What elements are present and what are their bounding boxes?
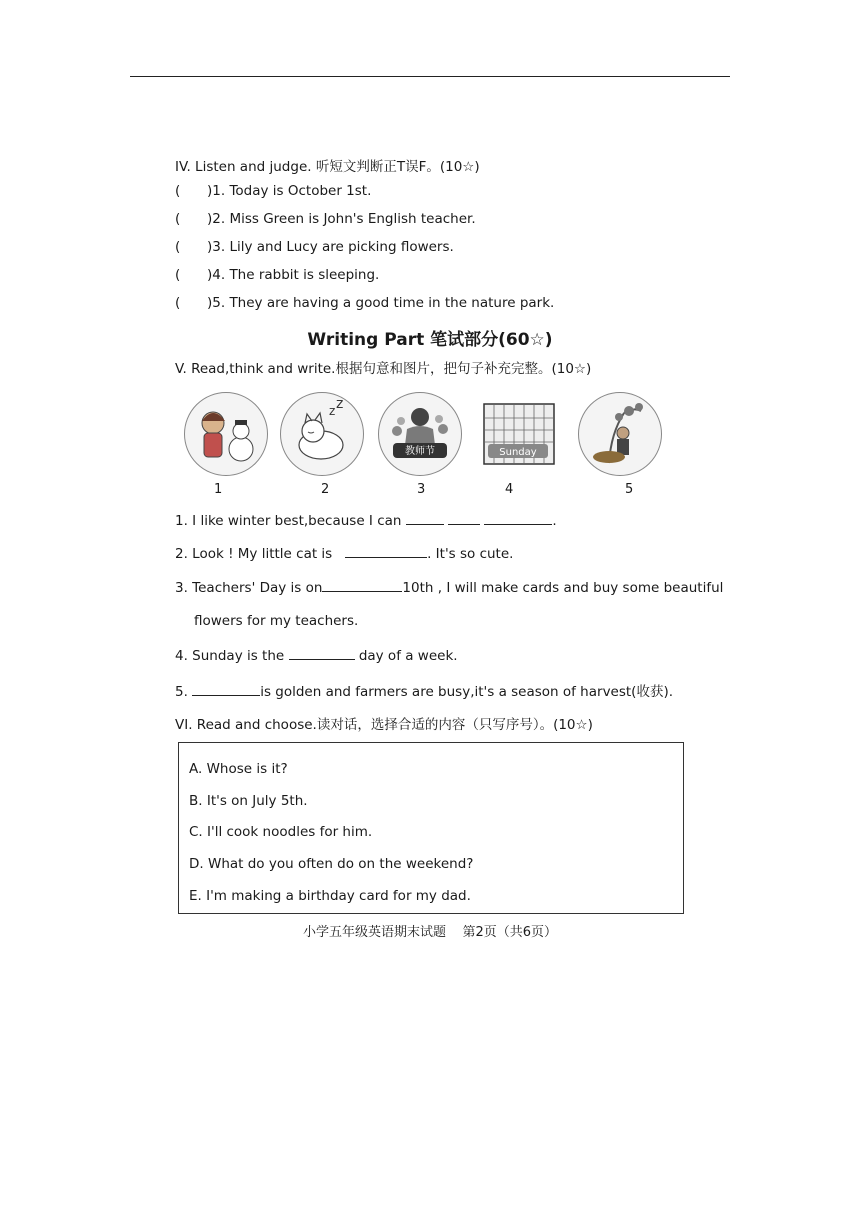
judge-text: )1. Today is October 1st. — [207, 183, 372, 199]
part6-heading: VI. Read and choose.读对话，选择合适的内容（只写序号）。(10☆) — [175, 717, 593, 733]
question-text: 3. Teachers' Day is on — [175, 580, 323, 596]
option-e: E. I'm making a birthday card for my dad. — [189, 888, 471, 904]
question-text: . It's so cute. — [427, 546, 514, 562]
judge-text: )2. Miss Green is John's English teacher. — [207, 211, 476, 227]
fill-question-4 — [175, 647, 458, 664]
fill-question-1 — [175, 512, 557, 529]
answer-paren[interactable]: ( — [175, 239, 181, 255]
judge-text: )5. They are having a good time in the nature park. — [207, 295, 555, 311]
part4-heading: IV. Listen and judge. 听短文判断正T误F。(10☆) — [175, 159, 480, 175]
judge-item-3 — [175, 239, 454, 255]
judge-item-4 — [175, 267, 379, 283]
picture-sleeping-cat — [280, 392, 364, 476]
judge-text: )4. The rabbit is sleeping. — [207, 267, 380, 283]
fill-question-3-continued: flowers for my teachers. — [194, 613, 359, 629]
picture-number-5: 5 — [625, 482, 634, 497]
question-text: 10th , I will make cards and buy some beautiful — [402, 580, 724, 596]
sunday-label: Sunday — [499, 447, 537, 458]
picture-harvest — [578, 392, 662, 476]
question-text: . — [552, 513, 557, 529]
answer-blank[interactable] — [484, 512, 552, 525]
answer-blank[interactable] — [289, 647, 355, 660]
picture-calendar — [478, 392, 560, 474]
judge-item-1 — [175, 183, 371, 199]
answer-paren[interactable]: ( — [175, 267, 181, 283]
judge-item-5 — [175, 295, 554, 311]
judge-item-2 — [175, 211, 476, 227]
options-box — [178, 742, 684, 914]
question-text: day of a week. — [358, 648, 458, 664]
svg-text:z: z — [329, 404, 336, 418]
question-text: 2. Look ! My little cat is — [175, 546, 333, 562]
header-rule — [130, 76, 730, 77]
fill-question-5 — [175, 680, 673, 700]
svg-text:z: z — [336, 396, 344, 412]
part5-heading: V. Read,think and write.根据句意和图片，把句子补充完整。(10☆) — [175, 361, 592, 377]
fill-question-3 — [175, 579, 723, 596]
answer-blank[interactable] — [345, 545, 427, 558]
option-c: C. I'll cook noodles for him. — [189, 824, 373, 840]
option-a: A. Whose is it? — [189, 761, 288, 777]
picture-number-4: 4 — [505, 482, 514, 497]
page-footer: 小学五年级英语期末试题 第2页（共6页） — [302, 925, 558, 940]
answer-blank[interactable] — [406, 512, 444, 525]
option-d: D. What do you often do on the weekend? — [189, 856, 474, 872]
question-text: 4. Sunday is the — [175, 648, 285, 664]
picture-number-1: 1 — [214, 482, 223, 497]
picture-teachers-day — [378, 392, 462, 476]
question-text: is golden and farmers are busy,it's a season of harvest(收获). — [260, 684, 674, 700]
picture-number-2: 2 — [321, 482, 330, 497]
fill-question-2 — [175, 545, 513, 562]
writing-part-title: Writing Part 笔试部分(60☆) — [307, 330, 553, 350]
question-text: 1. I like winter best,because I can — [175, 513, 402, 529]
answer-paren[interactable]: ( — [175, 183, 181, 199]
option-b: B. It's on July 5th. — [189, 793, 308, 809]
judge-text: )3. Lily and Lucy are picking flowers. — [207, 239, 454, 255]
question-text: 5. — [175, 684, 188, 700]
answer-blank[interactable] — [322, 579, 402, 592]
picture-number-3: 3 — [417, 482, 426, 497]
answer-paren[interactable]: ( — [175, 211, 181, 227]
picture-snowman — [184, 392, 268, 476]
answer-blank[interactable] — [448, 512, 480, 525]
answer-blank[interactable] — [192, 683, 260, 696]
teachers-day-label: 教师节 — [405, 446, 435, 457]
answer-paren[interactable]: ( — [175, 295, 181, 311]
